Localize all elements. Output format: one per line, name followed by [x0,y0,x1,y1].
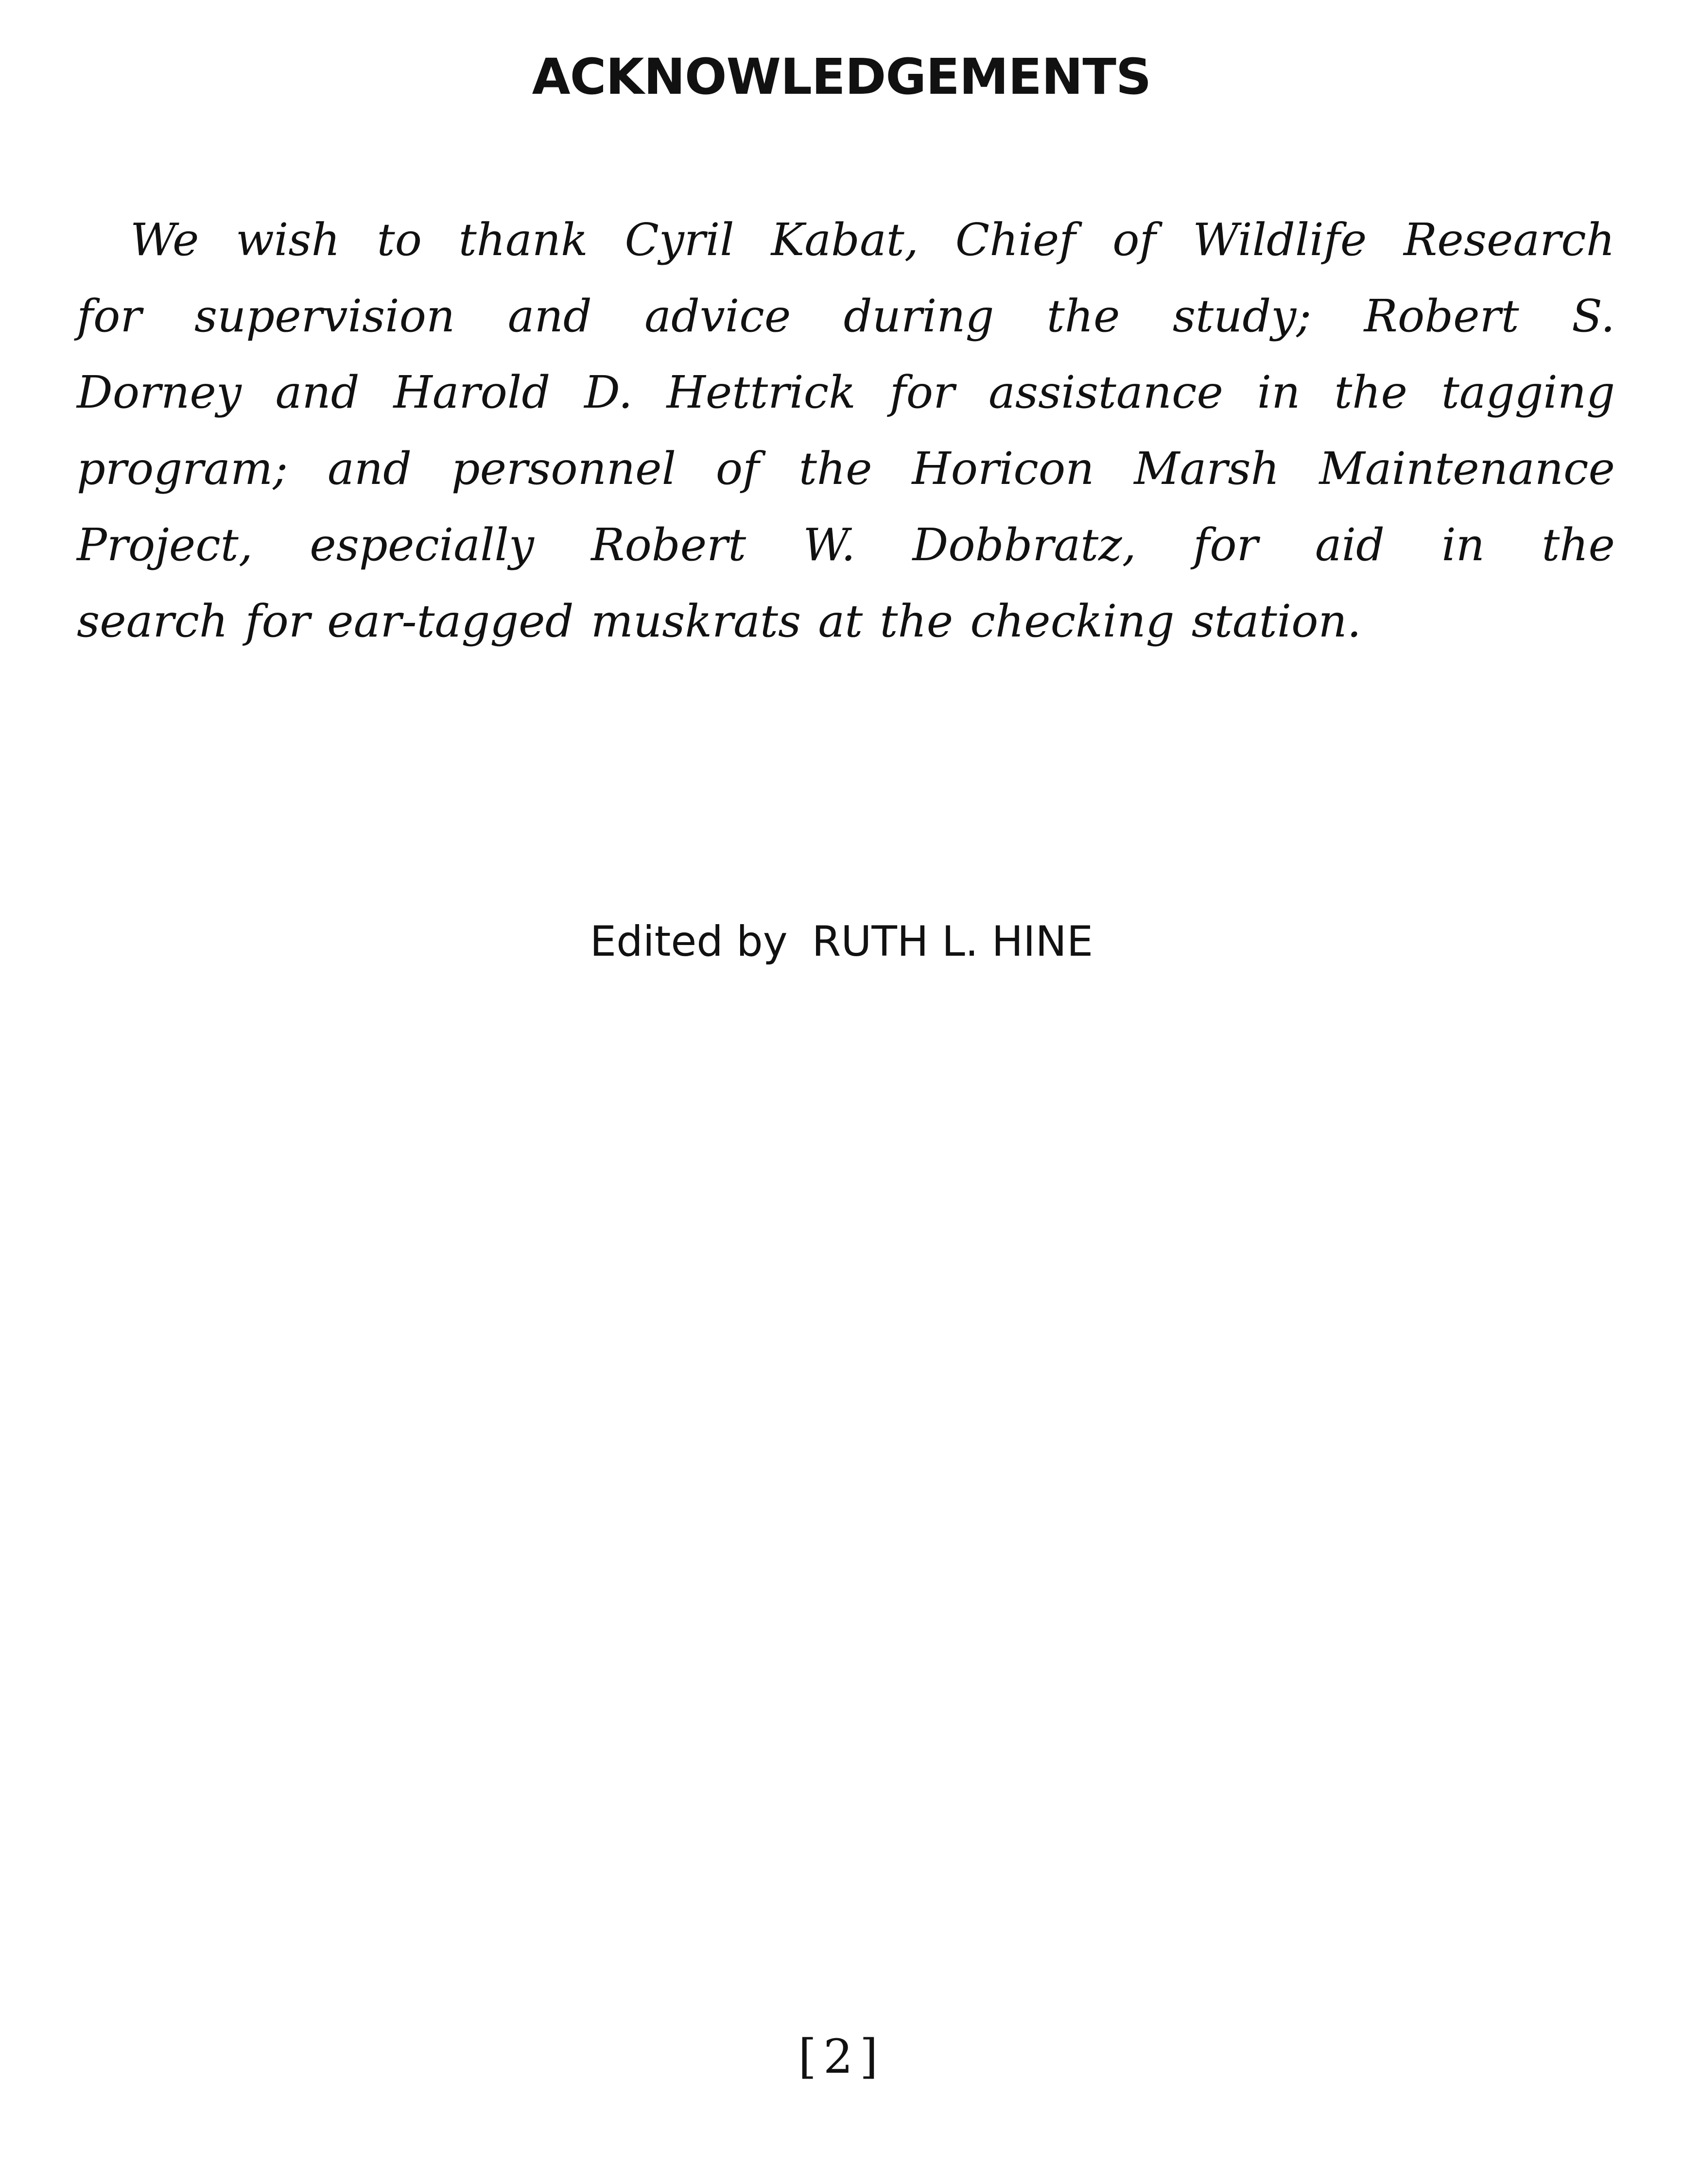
acknowledgement-line: search for ear-tagged muskrats at the checking station. [77,595,1362,647]
acknowledgement-line: for supervision and advice during the study; Robert S. [77,290,1615,342]
page-number: [2] [798,2029,885,2084]
acknowledgement-line: Project, especially Robert W. Dobbratz, for aid in the [77,519,1615,571]
acknowledgement-paragraph [77,202,1615,659]
editor-name: RUTH L. HINE [812,917,1093,966]
page-title: ACKNOWLEDGEMENTS [532,48,1151,106]
acknowledgement-line: program; and personnel of the Horicon Marsh Maintenance [77,443,1615,495]
acknowledgement-line: Dorney and Harold D. Hettrick for assistance in the tagging [77,366,1615,418]
editor-prefix: Edited by [590,917,788,966]
acknowledgement-line: We wish to thank Cyril Kabat, Chief of Wildlife Research [130,214,1615,266]
editor-credit [0,917,1683,966]
